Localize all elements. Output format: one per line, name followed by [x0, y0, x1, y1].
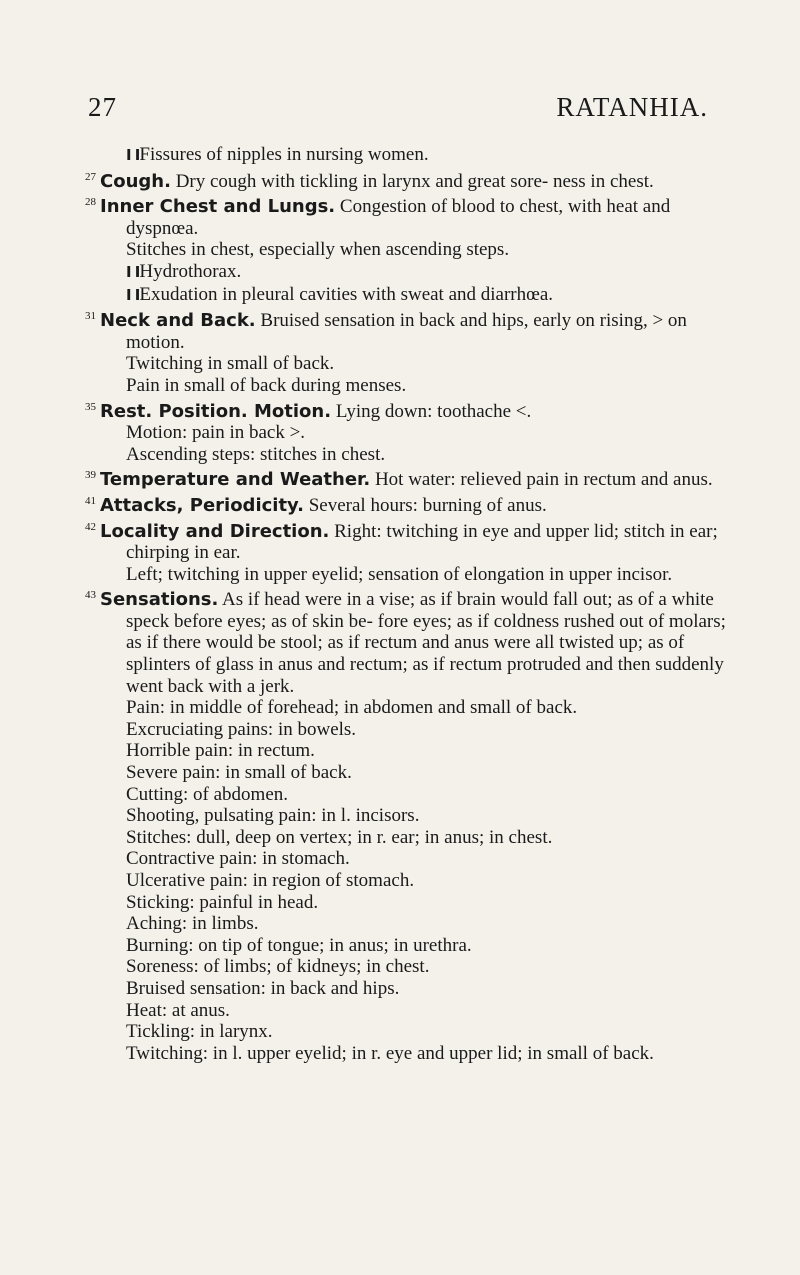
text-line: Twitching: in l. upper eyelid; in r. eye and upper lid; in small of back.	[126, 1042, 654, 1064]
text-line: Horrible pain: in rectum.	[126, 740, 315, 762]
section-attacks: 41 Attacks, Periodicity. Several hours: burning of anus.	[85, 494, 547, 516]
text-line: Soreness: of limbs; of kidneys; in chest.	[126, 956, 430, 978]
text-line: Sticking: painful in head.	[126, 891, 319, 913]
text-line: Shooting, pulsating pain: in l. incisors.	[126, 805, 420, 827]
section-heading: Inner Chest and Lungs.	[100, 196, 336, 218]
section-sensations: 43 Sensations. As if head were in a vise; as if brain would fall out; as of a white speck before eyes; as of skin be- fore eyes; as if coldness rushed out of molars; as if there would be stool; as if rectum and anus were all twisted up; as of splinters of glass in anus and rectum; as if rectum protruded and then suddenly went back with a jerk.	[85, 589, 726, 697]
running-head	[88, 92, 708, 123]
grade-marks: I I	[126, 285, 140, 304]
section-heading: Locality and Direction.	[100, 520, 330, 542]
page-body	[78, 144, 738, 1064]
grade-marks: I I	[126, 262, 140, 281]
text-line: Ulcerative pain: in region of stomach.	[126, 870, 415, 891]
text-line: Burning: on tip of tongue; in anus; in urethra.	[126, 934, 472, 956]
text-line: Motion: pain in back >.	[126, 422, 306, 444]
text-line: Stitches in chest, especially when ascending steps.	[126, 239, 510, 261]
text-line: Tickling: in larynx.	[126, 1021, 273, 1043]
text-line: Heat: at anus.	[126, 999, 230, 1021]
section-heading: Sensations.	[100, 589, 219, 611]
text-line: Left; twitching in upper eyelid; sensation of elongation in upper incisor.	[126, 563, 673, 585]
text-line: Severe pain: in small of back.	[126, 762, 352, 784]
section-temperature: 39 Temperature and Weather. Hot water: relieved pain in rectum and anus.	[85, 469, 713, 491]
text-line: Contractive pain: in stomach.	[126, 848, 350, 870]
text-line: Twitching in small of back.	[126, 353, 335, 375]
text-line: I IExudation in pleural cavities with sweat and diarrhœa.	[126, 283, 554, 305]
text-line: Cutting: of abdomen.	[126, 783, 289, 805]
section-locality: 42 Locality and Direction. Right: twitching in eye and upper lid; stitch in ear; chirping in ear.	[85, 520, 718, 564]
section-heading: Rest. Position. Motion.	[100, 400, 332, 422]
text-line: I IHydrothorax.	[126, 260, 242, 282]
text-line: Ascending steps: stitches in chest.	[126, 443, 386, 465]
text-line: Bruised sensation: in back and hips.	[126, 977, 400, 999]
section-inner-chest: 28 Inner Chest and Lungs. Congestion of blood to chest, with heat and dyspnœa.	[85, 196, 671, 239]
grade-marks: I I	[126, 146, 140, 164]
text-line: I IFissures of nipples in nursing women.	[126, 144, 429, 165]
text-line: Pain: in middle of forehead; in abdomen and small of back.	[126, 697, 578, 719]
text-line: Pain in small of back during menses.	[126, 374, 407, 396]
section-heading: Cough.	[100, 170, 171, 192]
section-heading: Neck and Back.	[100, 310, 256, 332]
text-line: Excruciating pains: in bowels.	[126, 718, 357, 740]
page-number: 27	[88, 92, 117, 122]
section-heading: Temperature and Weather.	[100, 469, 371, 491]
section-rest-position: 35 Rest. Position. Motion. Lying down: toothache <.	[85, 400, 532, 422]
text-line: Aching: in limbs.	[126, 913, 259, 935]
page-title: RATANHIA.	[556, 92, 708, 122]
section-cough: 27 Cough. Dry cough with tickling in larynx and great sore- ness in chest.	[85, 170, 654, 192]
text-line: Stitches: dull, deep on vertex; in r. ear; in anus; in chest.	[126, 826, 553, 848]
section-heading: Attacks, Periodicity.	[100, 494, 304, 516]
section-neck-back: 31 Neck and Back. Bruised sensation in back and hips, early on rising, > on motion.	[85, 310, 687, 353]
